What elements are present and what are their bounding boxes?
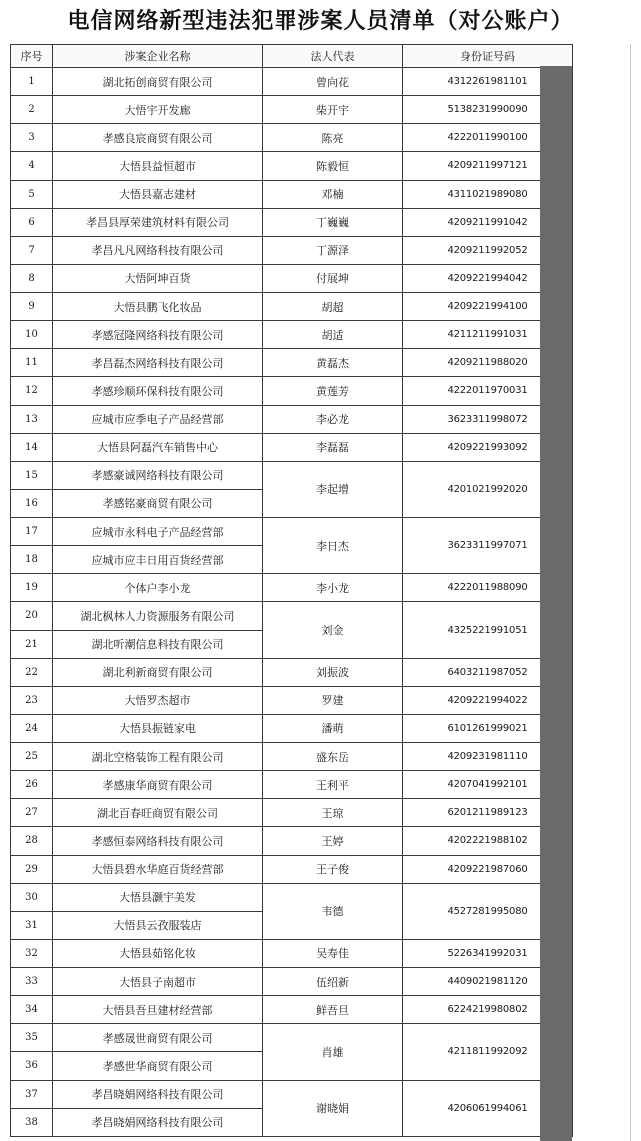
row-id-number: 4409021981120	[403, 968, 573, 996]
row-company: 大悟宇开发廊	[53, 96, 263, 124]
row-legal-rep: 王利平	[263, 771, 403, 799]
table-row	[11, 293, 573, 321]
row-company: 孝感珍顺环保科技有限公司	[53, 377, 263, 405]
table-row	[11, 602, 573, 630]
row-legal-rep: 伍绍新	[263, 968, 403, 996]
row-legal-rep: 刘金	[263, 602, 403, 658]
row-legal-rep: 胡适	[263, 321, 403, 349]
table-row	[11, 180, 573, 208]
row-legal-rep: 胡超	[263, 293, 403, 321]
row-legal-rep: 李必龙	[263, 405, 403, 433]
table-row	[11, 883, 573, 911]
row-company: 大悟县阿磊汽车销售中心	[53, 433, 263, 461]
row-serial: 16	[11, 489, 53, 517]
table-row	[11, 96, 573, 124]
row-serial: 9	[11, 293, 53, 321]
row-legal-rep: 谢晓娟	[263, 1080, 403, 1136]
table-row	[11, 433, 573, 461]
row-company: 孝感冠隆网络科技有限公司	[53, 321, 263, 349]
row-serial: 22	[11, 658, 53, 686]
row-id-number: 4527281995080	[403, 883, 573, 939]
roster-table	[10, 44, 573, 1137]
row-legal-rep: 盛东岳	[263, 743, 403, 771]
row-id-number: 6101261999021	[403, 714, 573, 742]
row-company: 湖北利新商贸有限公司	[53, 658, 263, 686]
header-id-number: 身份证号码	[403, 45, 573, 68]
table-row	[11, 799, 573, 827]
row-serial: 10	[11, 321, 53, 349]
row-company: 孝昌磊杰网络科技有限公司	[53, 349, 263, 377]
row-id-number: 4325221991051	[403, 602, 573, 658]
header-legal-rep: 法人代表	[263, 45, 403, 68]
row-serial: 27	[11, 799, 53, 827]
row-serial: 31	[11, 911, 53, 939]
row-serial: 23	[11, 686, 53, 714]
row-legal-rep: 吴寿佳	[263, 939, 403, 967]
row-serial: 24	[11, 714, 53, 742]
table-row	[11, 377, 573, 405]
table-row	[11, 686, 573, 714]
row-id-number: 4209221994022	[403, 686, 573, 714]
table-row	[11, 518, 573, 546]
row-serial: 33	[11, 968, 53, 996]
row-company: 孝感豪诚网络科技有限公司	[53, 461, 263, 489]
row-legal-rep: 丁源泽	[263, 236, 403, 264]
table-row	[11, 827, 573, 855]
row-id-number: 4222011970031	[403, 377, 573, 405]
row-id-number: 4222011988090	[403, 574, 573, 602]
row-id-number: 3623311997071	[403, 518, 573, 574]
table-header-row	[11, 45, 573, 68]
table-row	[11, 939, 573, 967]
header-serial: 序号	[11, 45, 53, 68]
row-serial: 6	[11, 208, 53, 236]
row-legal-rep: 丁巍巍	[263, 208, 403, 236]
row-company: 大悟县碧水华庭百货经营部	[53, 855, 263, 883]
row-company: 孝感良宸商贸有限公司	[53, 124, 263, 152]
document-title: 电信网络新型违法犯罪涉案人员清单（对公账户）	[67, 9, 574, 34]
row-id-number: 4209221987060	[403, 855, 573, 883]
table-row	[11, 855, 573, 883]
row-id-number: 4207041992101	[403, 771, 573, 799]
row-id-number: 4209221994100	[403, 293, 573, 321]
row-id-number: 4209221994042	[403, 264, 573, 292]
row-legal-rep: 王婷	[263, 827, 403, 855]
row-company: 大悟罗杰超市	[53, 686, 263, 714]
row-legal-rep: 李磊磊	[263, 433, 403, 461]
row-serial: 5	[11, 180, 53, 208]
row-company: 应城市应季电子产品经营部	[53, 405, 263, 433]
row-legal-rep: 王子俊	[263, 855, 403, 883]
row-company: 孝感晟世商贸有限公司	[53, 1024, 263, 1052]
row-legal-rep: 柴开宇	[263, 96, 403, 124]
row-id-number: 4211211991031	[403, 321, 573, 349]
row-legal-rep: 潘萌	[263, 714, 403, 742]
row-legal-rep: 李小龙	[263, 574, 403, 602]
row-id-number: 6201211989123	[403, 799, 573, 827]
row-serial: 8	[11, 264, 53, 292]
row-serial: 25	[11, 743, 53, 771]
row-id-number: 4209211992052	[403, 236, 573, 264]
row-serial: 3	[11, 124, 53, 152]
row-id-number: 4312261981101	[403, 68, 573, 96]
row-serial: 1	[11, 68, 53, 96]
row-id-number: 4209221993092	[403, 433, 573, 461]
table-row	[11, 321, 573, 349]
row-company: 大悟县益恒超市	[53, 152, 263, 180]
row-id-number: 6224219980802	[403, 996, 573, 1024]
row-company: 湖北听潮信息科技有限公司	[53, 630, 263, 658]
row-legal-rep: 鲜吾旦	[263, 996, 403, 1024]
row-serial: 21	[11, 630, 53, 658]
row-serial: 15	[11, 461, 53, 489]
row-serial: 34	[11, 996, 53, 1024]
table-row	[11, 771, 573, 799]
table-row	[11, 236, 573, 264]
row-company: 湖北空格装饰工程有限公司	[53, 743, 263, 771]
table-row	[11, 1024, 573, 1052]
table-row	[11, 124, 573, 152]
row-company: 湖北枫林人力资源服务有限公司	[53, 602, 263, 630]
row-legal-rep: 陈亮	[263, 124, 403, 152]
row-company: 孝昌晓娟网络科技有限公司	[53, 1108, 263, 1136]
row-serial: 26	[11, 771, 53, 799]
table-row	[11, 152, 573, 180]
row-company: 个体户李小龙	[53, 574, 263, 602]
row-id-number: 4209211997121	[403, 152, 573, 180]
row-legal-rep: 邓楠	[263, 180, 403, 208]
table-row	[11, 658, 573, 686]
row-serial: 32	[11, 939, 53, 967]
row-id-number: 5226341992031	[403, 939, 573, 967]
row-serial: 19	[11, 574, 53, 602]
row-legal-rep: 黄莲芳	[263, 377, 403, 405]
row-company: 湖北拓创商贸有限公司	[53, 68, 263, 96]
row-serial: 35	[11, 1024, 53, 1052]
table-row	[11, 264, 573, 292]
row-company: 应城市应丰日用百货经营部	[53, 546, 263, 574]
row-company: 孝感康华商贸有限公司	[53, 771, 263, 799]
row-company: 大悟县灏宇美发	[53, 883, 263, 911]
row-legal-rep: 王琼	[263, 799, 403, 827]
table-row	[11, 968, 573, 996]
row-id-number: 4202221988102	[403, 827, 573, 855]
row-id-number: 4209211991042	[403, 208, 573, 236]
row-company: 大悟阿坤百货	[53, 264, 263, 292]
table-row	[11, 574, 573, 602]
table-row	[11, 996, 573, 1024]
table-row	[11, 208, 573, 236]
row-company: 孝昌县厚荣建筑材料有限公司	[53, 208, 263, 236]
row-legal-rep: 刘振波	[263, 658, 403, 686]
row-serial: 28	[11, 827, 53, 855]
row-id-number: 6403211987052	[403, 658, 573, 686]
row-serial: 38	[11, 1108, 53, 1136]
table-row	[11, 405, 573, 433]
row-serial: 36	[11, 1052, 53, 1080]
row-company: 孝感铭豪商贸有限公司	[53, 489, 263, 517]
row-legal-rep: 李日杰	[263, 518, 403, 574]
row-serial: 14	[11, 433, 53, 461]
row-company: 孝昌晓娟网络科技有限公司	[53, 1080, 263, 1108]
row-id-number: 4211811992092	[403, 1024, 573, 1080]
row-id-number: 4222011990100	[403, 124, 573, 152]
row-serial: 18	[11, 546, 53, 574]
row-id-number: 4311021989080	[403, 180, 573, 208]
row-id-number: 4201021992020	[403, 461, 573, 517]
row-legal-rep: 黄磊杰	[263, 349, 403, 377]
row-company: 孝感恒泰网络科技有限公司	[53, 827, 263, 855]
row-serial: 7	[11, 236, 53, 264]
row-company: 孝感世华商贸有限公司	[53, 1052, 263, 1080]
row-serial: 37	[11, 1080, 53, 1108]
row-id-number: 3623311998072	[403, 405, 573, 433]
row-company: 孝昌凡凡网络科技有限公司	[53, 236, 263, 264]
row-serial: 29	[11, 855, 53, 883]
row-serial: 30	[11, 883, 53, 911]
row-legal-rep: 韦德	[263, 883, 403, 939]
row-legal-rep: 罗建	[263, 686, 403, 714]
table-row	[11, 461, 573, 489]
row-company: 湖北百春旺商贸有限公司	[53, 799, 263, 827]
row-legal-rep: 陈毅恒	[263, 152, 403, 180]
row-serial: 13	[11, 405, 53, 433]
row-serial: 2	[11, 96, 53, 124]
row-legal-rep: 肖雄	[263, 1024, 403, 1080]
row-company: 大悟县吾旦建材经营部	[53, 996, 263, 1024]
row-company: 大悟县云孜服装店	[53, 911, 263, 939]
row-company: 大悟县子南超市	[53, 968, 263, 996]
row-company: 大悟县振链家电	[53, 714, 263, 742]
row-id-number: 4206061994061	[403, 1080, 573, 1136]
row-legal-rep: 曾向花	[263, 68, 403, 96]
header-company: 涉案企业名称	[53, 45, 263, 68]
row-company: 大悟县嘉志建材	[53, 180, 263, 208]
row-id-number: 4209231981110	[403, 743, 573, 771]
row-serial: 17	[11, 518, 53, 546]
row-company: 大悟县茹铭化妆	[53, 939, 263, 967]
row-legal-rep: 付展坤	[263, 264, 403, 292]
row-company: 应城市永科电子产品经营部	[53, 518, 263, 546]
table-row	[11, 743, 573, 771]
table-row	[11, 68, 573, 96]
row-serial: 12	[11, 377, 53, 405]
table-row	[11, 714, 573, 742]
row-company: 大悟县鹏飞化妆品	[53, 293, 263, 321]
table-row	[11, 1080, 573, 1108]
redaction-bar	[540, 66, 572, 1141]
row-id-number: 5138231990090	[403, 96, 573, 124]
row-serial: 4	[11, 152, 53, 180]
row-legal-rep: 李起增	[263, 461, 403, 517]
row-serial: 11	[11, 349, 53, 377]
next-column-edge	[630, 44, 631, 1141]
table-row	[11, 349, 573, 377]
row-serial: 20	[11, 602, 53, 630]
row-id-number: 4209211988020	[403, 349, 573, 377]
